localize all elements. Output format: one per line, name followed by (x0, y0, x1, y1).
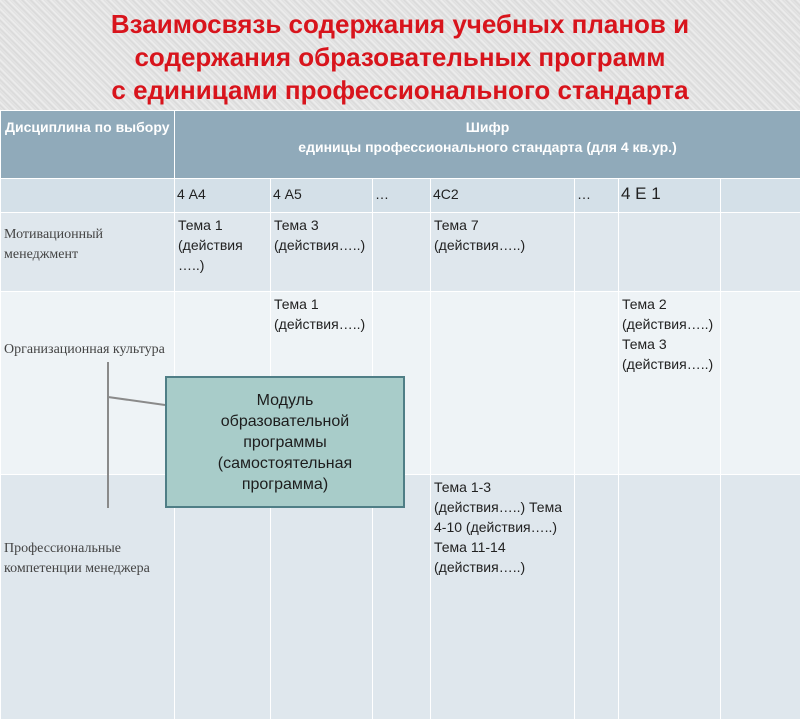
code-label: 4 Е 1 (619, 179, 720, 204)
callout-line: образовательной (218, 411, 352, 432)
code-label: … (575, 179, 618, 204)
code-label: … (373, 179, 430, 204)
title-line-2: содержания образовательных программ (0, 41, 800, 74)
header-code-subtitle: единицы профессионального стандарта (для 4 кв.ур.) (179, 137, 796, 157)
topic-cell (271, 475, 373, 720)
code-cell (373, 179, 431, 213)
topic-cell (373, 213, 431, 292)
callout-line: (самостоятельная (218, 453, 352, 474)
topic-cell (175, 475, 271, 720)
discipline-name: Мотивационный менеджмент (1, 213, 175, 292)
codes-row (1, 179, 800, 213)
table-row (1, 475, 800, 720)
header-discipline: Дисциплина по выбору (1, 111, 175, 179)
slide-title (0, 8, 800, 107)
title-line-1: Взаимосвязь содержания учебных планов и (0, 8, 800, 41)
code-label: 4С2 (431, 179, 574, 204)
code-label: 4 А4 (175, 179, 270, 204)
topic-cell: Тема 1-3 (действия…..) Тема 4-10 (действия…..) Тема 11-14 (действия…..) (431, 475, 575, 720)
topic-cell (721, 213, 800, 292)
callout-line: программа) (218, 474, 352, 495)
topic-cell: Тема 3 (действия…..) (271, 213, 373, 292)
topic-cell (721, 292, 800, 475)
topic-cell: Тема 1 (действия …..) (175, 213, 271, 292)
topic-cell (431, 292, 575, 475)
codes-row-empty (1, 179, 175, 213)
callout-text (218, 390, 352, 495)
table-row (1, 213, 800, 292)
callout-line: Модуль (218, 390, 352, 411)
topic-cell: Тема 2 (действия…..) Тема 3 (действия…..) (619, 292, 721, 475)
code-label: 4 А5 (271, 179, 372, 204)
header-code (175, 111, 800, 179)
topic-cell (721, 475, 800, 720)
topic-cell (619, 213, 721, 292)
code-cell (175, 179, 271, 213)
code-cell (271, 179, 373, 213)
header-row (1, 111, 800, 179)
module-callout (165, 376, 405, 508)
topic-cell (575, 292, 619, 475)
code-cell (431, 179, 575, 213)
code-cell (619, 179, 721, 213)
topic-cell (575, 475, 619, 720)
callout-line: программы (218, 432, 352, 453)
code-cell (575, 179, 619, 213)
header-code-title: Шифр (179, 117, 796, 137)
topic-cell (619, 475, 721, 720)
discipline-name: Профессиональные компетенции менеджера (1, 475, 175, 720)
code-cell (721, 179, 800, 213)
discipline-name: Организационная культура (1, 292, 175, 475)
title-line-3: с единицами профессионального стандарта (0, 74, 800, 107)
topic-cell: Тема 1 (действия…..) (271, 292, 373, 475)
code-label (721, 179, 800, 184)
topic-cell (373, 475, 431, 720)
topic-cell: Тема 7 (действия…..) (431, 213, 575, 292)
topic-cell (575, 213, 619, 292)
